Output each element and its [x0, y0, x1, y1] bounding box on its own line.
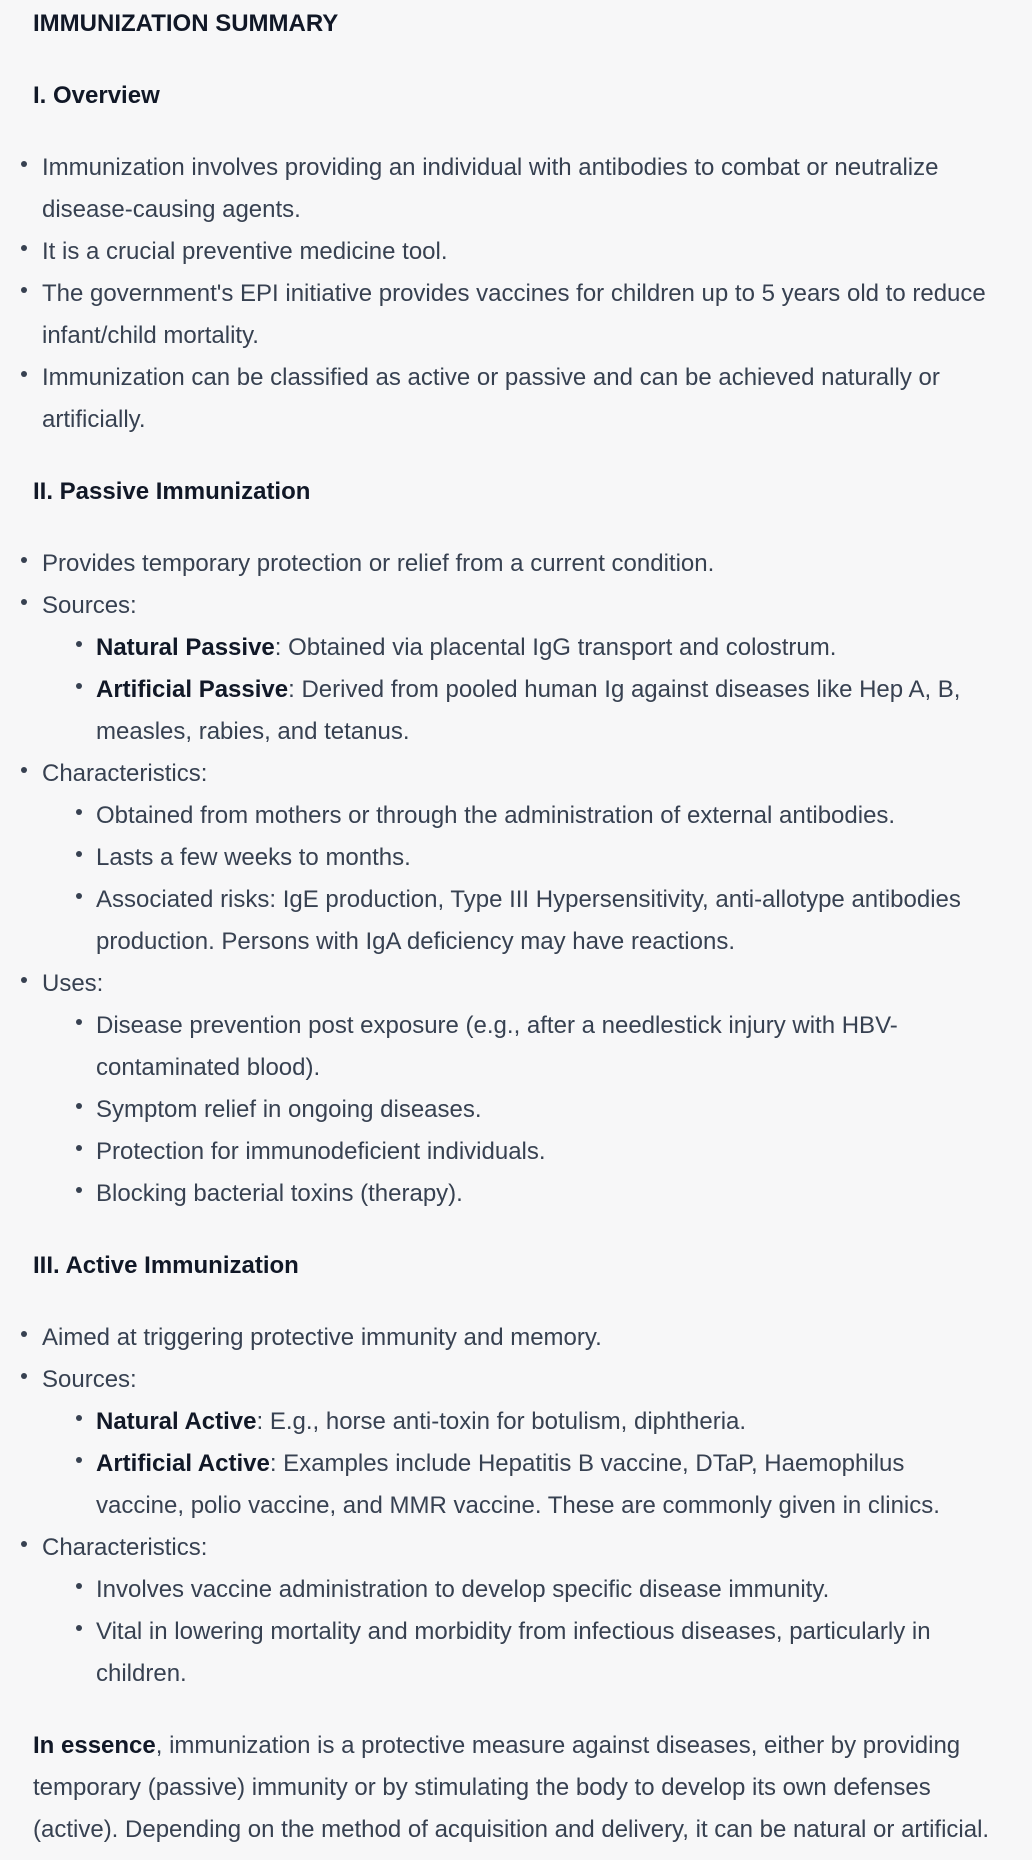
list-item: Symptom relief in ongoing diseases.	[96, 1089, 999, 1131]
list-item: Disease prevention post exposure (e.g., after a needlestick injury with HBV-contaminated blood).	[96, 1005, 999, 1089]
term-description: : Obtained via placental IgG transport and colostrum.	[274, 634, 837, 661]
list-item: Aimed at triggering protective immunity and memory.	[42, 1317, 999, 1359]
list-item: It is a crucial preventive medicine tool.	[42, 231, 999, 273]
active-list	[0, 1317, 999, 1695]
term-description: : Derived from pooled human Ig against diseases like Hep A, B, measles, rabies, and tetanus.	[96, 676, 961, 745]
list-item	[96, 1443, 999, 1527]
sources-label: Sources:	[42, 592, 137, 619]
list-item-characteristics	[42, 753, 999, 963]
list-item: Obtained from mothers or through the administration of external antibodies.	[96, 795, 999, 837]
list-item-characteristics	[42, 1527, 999, 1695]
list-item: Immunization involves providing an individual with antibodies to combat or neutralize disease-causing agents.	[42, 147, 999, 231]
list-item	[96, 669, 999, 753]
term-natural-passive: Natural Passive	[96, 634, 275, 661]
active-sources-list	[42, 1401, 999, 1527]
section-heading-passive: II. Passive Immunization	[33, 478, 311, 505]
list-item: Vital in lowering mortality and morbidity from infectious diseases, particularly in children.	[96, 1611, 999, 1695]
list-item-uses	[42, 963, 999, 1215]
list-item-sources	[42, 585, 999, 753]
active-characteristics-list	[42, 1569, 999, 1695]
list-item: Lasts a few weeks to months.	[96, 837, 999, 879]
list-item	[96, 627, 999, 669]
passive-list	[0, 543, 999, 1215]
essence-paragraph	[33, 1725, 999, 1851]
characteristics-label: Characteristics:	[42, 1534, 208, 1561]
list-item: Blocking bacterial toxins (therapy).	[96, 1173, 999, 1215]
list-item: Provides temporary protection or relief from a current condition.	[42, 543, 999, 585]
term-description: : E.g., horse anti-toxin for botulism, diphtheria.	[256, 1408, 747, 1435]
term-artificial-active: Artificial Active	[96, 1450, 270, 1477]
section-heading-active: III. Active Immunization	[33, 1252, 299, 1279]
sources-label: Sources:	[42, 1366, 137, 1393]
passive-sources-list	[42, 627, 999, 753]
passive-uses-list	[42, 1005, 999, 1215]
term-description: : Examples include Hepatitis B vaccine, DTaP, Haemophilus vaccine, polio vaccine, and MMR vaccine. These are commonly given in clinics.	[96, 1450, 940, 1519]
essence-text: , immunization is a protective measure against diseases, either by providing temporary (passive) immunity or by stimulating the body to develop its own defenses (active). Depending on the method of acquisition and delivery, it can be natural or artificial.	[33, 1732, 990, 1843]
list-item	[96, 1401, 999, 1443]
list-item: Involves vaccine administration to develop specific disease immunity.	[96, 1569, 999, 1611]
term-artificial-passive: Artificial Passive	[96, 676, 289, 703]
term-natural-active: Natural Active	[96, 1408, 257, 1435]
document-title: IMMUNIZATION SUMMARY	[33, 10, 339, 37]
overview-list	[0, 147, 999, 441]
list-item: Associated risks: IgE production, Type III Hypersensitivity, anti-allotype antibodies production. Persons with IgA deficiency may have reactions.	[96, 879, 999, 963]
list-item: Immunization can be classified as active or passive and can be achieved naturally or artificially.	[42, 357, 999, 441]
list-item: The government's EPI initiative provides vaccines for children up to 5 years old to reduce infant/child mortality.	[42, 273, 999, 357]
section-heading-overview: I. Overview	[33, 82, 160, 109]
essence-lead: In essence	[33, 1732, 156, 1759]
uses-label: Uses:	[42, 970, 104, 997]
characteristics-label: Characteristics:	[42, 760, 208, 787]
list-item-sources	[42, 1359, 999, 1527]
list-item: Protection for immunodeficient individuals.	[96, 1131, 999, 1173]
passive-characteristics-list	[42, 795, 999, 963]
